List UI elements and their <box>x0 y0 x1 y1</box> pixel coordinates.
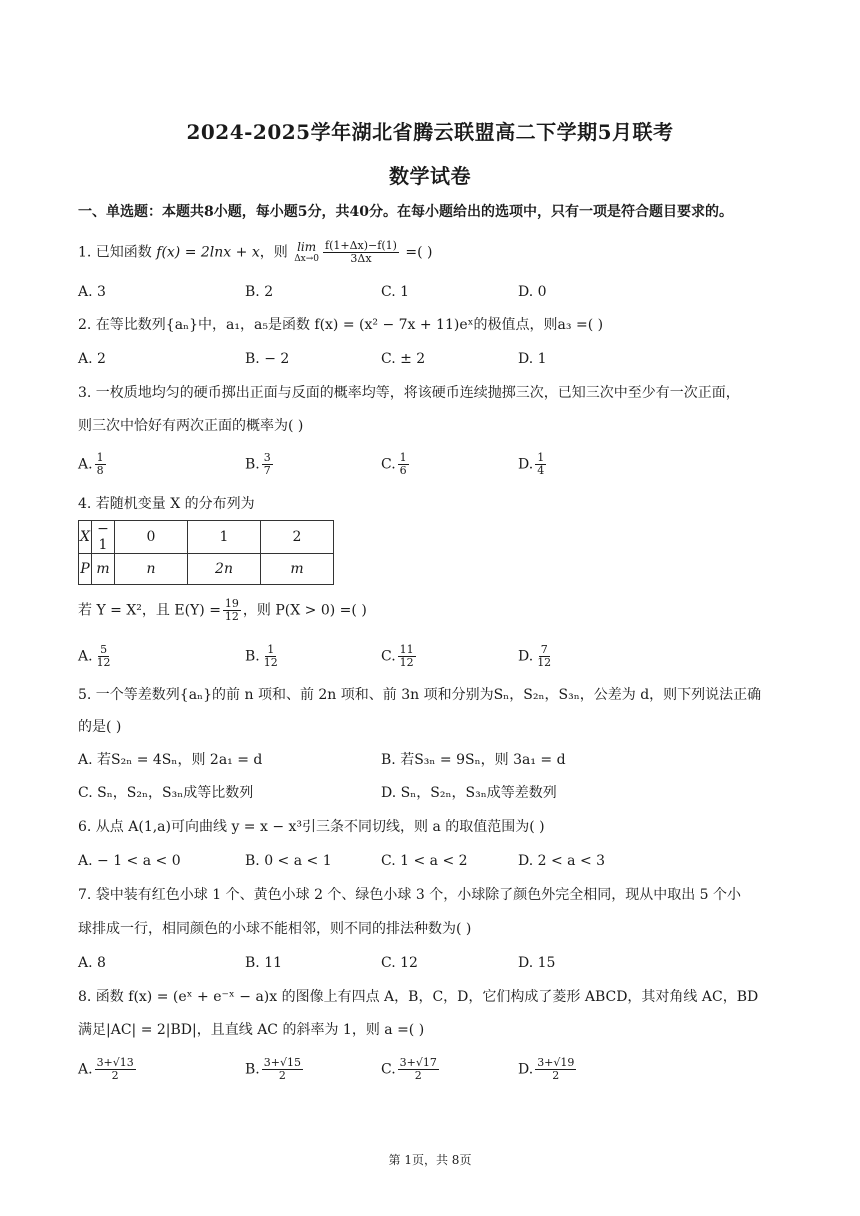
q6-option-a: A. − 1 < a < 0 <box>78 853 181 869</box>
question-6: 6. 从点 A(1,a)可向曲线 y = x − x³引三条不同切线，则 a 的取值范围为( ) <box>78 819 545 835</box>
exam-subject-title: 数学试卷 <box>389 164 471 188</box>
table-cell: − 1 <box>92 521 115 554</box>
q1-option-d: D. 0 <box>518 284 547 300</box>
q1-fraction <box>323 240 399 265</box>
lim-word: lim <box>297 239 317 254</box>
q6-option-b: B. 0 < a < 1 <box>245 853 332 869</box>
q1-limit <box>294 241 319 265</box>
fraction-numerator: 3+√15 <box>263 1056 301 1069</box>
q3-option-b <box>245 452 275 477</box>
q1-function: f(x) = 2lnx + x <box>156 244 260 261</box>
option-label: A. <box>78 456 93 473</box>
q3-option-d <box>518 452 548 477</box>
fraction-denominator: 12 <box>224 610 239 623</box>
option-fraction <box>398 452 409 477</box>
fraction-numerator: 1 <box>267 643 275 656</box>
option-label: A. <box>78 1061 93 1078</box>
q1-option-c: C. 1 <box>381 284 410 300</box>
fraction-denominator: 4 <box>537 464 545 477</box>
table-cell: 2n <box>188 554 261 585</box>
option-fraction <box>95 644 113 669</box>
option-fraction <box>262 452 273 477</box>
q8-option-a <box>78 1057 138 1082</box>
fraction-numerator: 11 <box>399 643 414 656</box>
q4-option-c <box>381 644 418 669</box>
option-label: C. <box>381 648 396 665</box>
option-fraction <box>398 644 416 669</box>
fraction-denominator: 12 <box>263 656 278 669</box>
q5-option-d: D. Sₙ，S₂ₙ，S₃ₙ成等差数列 <box>381 785 557 801</box>
condition-prefix: 若 Y = X²，且 E(Y) = <box>78 602 221 619</box>
fraction-numerator: 1 <box>399 451 407 464</box>
q1-suffix: =( ) <box>400 244 433 261</box>
table-row <box>79 521 334 554</box>
option-label: D. <box>518 648 534 665</box>
q8-option-c <box>381 1057 441 1082</box>
option-fraction <box>535 1057 576 1082</box>
option-fraction <box>398 1057 439 1082</box>
question-3-line-1: 3. 一枚质地均匀的硬币掷出正面与反面的概率均等，将该硬币连续抛掷三次，已知三次中至少有一次正面， <box>78 385 740 401</box>
fraction-numerator: 5 <box>100 643 108 656</box>
fraction-numerator: 1 <box>96 451 104 464</box>
q1-option-b: B. 2 <box>245 284 274 300</box>
q8-option-d <box>518 1057 578 1082</box>
condition-suffix: ，则 P(X > 0) =( ) <box>242 602 367 619</box>
q4-option-d <box>518 644 555 669</box>
fraction-numerator: 1 <box>537 451 545 464</box>
option-fraction <box>535 452 546 477</box>
option-label: C. <box>381 1061 396 1078</box>
option-label: B. <box>245 648 260 665</box>
q7-option-c: C. 12 <box>381 955 418 971</box>
q1-option-a: A. 3 <box>78 284 106 300</box>
question-5-line-1: 5. 一个等差数列{aₙ}的前 n 项和、前 2n 项和、前 3n 项和分别为Sₙ，S₂ₙ，S₃ₙ，公差为 d，则下列说法正确 <box>78 687 762 703</box>
option-fraction <box>535 644 553 669</box>
option-label: D. <box>518 456 534 473</box>
q6-option-c: C. 1 < a < 2 <box>381 853 468 869</box>
table-cell: m <box>92 554 115 585</box>
page-footer: 第 1页，共 8页 <box>388 1153 472 1167</box>
option-label: C. <box>381 456 396 473</box>
q2-option-b: B. − 2 <box>245 351 290 367</box>
option-label: D. <box>518 1061 534 1078</box>
table-cell: 0 <box>115 521 188 554</box>
q8-option-b <box>245 1057 305 1082</box>
question-7-line-1: 7. 袋中装有红色小球 1 个、黄色小球 2 个、绿色小球 3 个，小球除了颜色外完全相同，现从中取出 5 个小 <box>78 887 742 903</box>
question-4-intro: 4. 若随机变量 X 的分布列为 <box>78 496 255 512</box>
q5-option-c: C. Sₙ，S₂ₙ，S₃ₙ成等比数列 <box>78 785 254 801</box>
fraction-numerator: 7 <box>540 643 548 656</box>
option-fraction <box>95 452 106 477</box>
fraction-numerator: f(1+Δx)−f(1) <box>325 239 397 252</box>
fraction-numerator: 19 <box>224 597 239 610</box>
distribution-table <box>78 520 334 585</box>
option-fraction <box>262 1057 303 1082</box>
fraction-denominator: 8 <box>96 464 104 477</box>
table-cell: 1 <box>188 521 261 554</box>
q1-mid: ，则 <box>259 244 293 261</box>
fraction-denominator: 2 <box>552 1069 560 1082</box>
q2-option-a: A. 2 <box>78 351 106 367</box>
question-4-condition <box>78 598 367 623</box>
q2-option-d: D. 1 <box>518 351 547 367</box>
option-fraction <box>262 644 280 669</box>
question-8-line-2: 满足|AC| = 2|BD|，且直线 AC 的斜率为 1，则 a =( ) <box>78 1022 425 1038</box>
fraction-numerator: 3 <box>263 451 271 464</box>
fraction-denominator: 2 <box>414 1069 422 1082</box>
table-cell: P <box>79 554 92 585</box>
q7-option-a: A. 8 <box>78 955 106 971</box>
table-cell: n <box>115 554 188 585</box>
q7-option-b: B. 11 <box>245 955 283 971</box>
q1-prefix: 1. 已知函数 <box>78 244 157 261</box>
q2-option-c: C. ± 2 <box>381 351 426 367</box>
question-3-line-2: 则三次中恰好有两次正面的概率为( ) <box>78 418 304 434</box>
question-7-line-2: 球排成一行，相同颜色的小球不能相邻，则不同的排法种数为( ) <box>78 921 472 937</box>
question-1 <box>78 240 432 265</box>
q4-option-a <box>78 644 115 669</box>
fraction-denominator: 12 <box>399 656 414 669</box>
fraction-denominator: 6 <box>399 464 407 477</box>
fraction-denominator: 12 <box>537 656 552 669</box>
table-cell: 2 <box>261 521 334 554</box>
table-cell: X <box>79 521 92 554</box>
fraction-denominator: 3Δx <box>350 252 372 265</box>
fraction-denominator: 2 <box>111 1069 119 1082</box>
q5-option-b: B. 若S₃ₙ = 9Sₙ，则 3a₁ = d <box>381 752 566 768</box>
question-5-line-2: 的是( ) <box>78 719 122 735</box>
fraction-numerator: 3+√19 <box>537 1056 575 1069</box>
table-cell: m <box>261 554 334 585</box>
option-fraction <box>95 1057 136 1082</box>
q3-option-a <box>78 452 108 477</box>
exam-title: 2024-2025学年湖北省腾云联盟高二下学期5月联考 <box>186 120 674 144</box>
fraction-numerator: 3+√13 <box>96 1056 134 1069</box>
table-row <box>79 554 334 585</box>
q6-option-d: D. 2 < a < 3 <box>518 853 606 869</box>
option-label: B. <box>245 456 260 473</box>
fraction-denominator: 12 <box>96 656 111 669</box>
q4-option-b <box>245 644 282 669</box>
section-heading: 一、单选题：本题共8小题，每小题5分，共40分。在每小题给出的选项中，只有一项是符合题目要求的。 <box>78 204 733 220</box>
q7-option-d: D. 15 <box>518 955 556 971</box>
q5-option-a: A. 若S₂ₙ = 4Sₙ，则 2a₁ = d <box>78 752 263 768</box>
condition-fraction <box>223 598 241 623</box>
q3-option-c <box>381 452 411 477</box>
fraction-denominator: 7 <box>263 464 271 477</box>
option-label: B. <box>245 1061 260 1078</box>
question-2: 2. 在等比数列{aₙ}中，a₁，a₅是函数 f(x) = (x² − 7x + 11)eˣ的极值点，则a₃ =( ) <box>78 317 604 333</box>
option-label: A. <box>78 648 93 665</box>
fraction-numerator: 3+√17 <box>399 1056 437 1069</box>
question-8-line-1: 8. 函数 f(x) = (eˣ + e⁻ˣ − a)x 的图像上有四点 A，B，C，D，它们构成了菱形 ABCD，其对角线 AC，BD <box>78 989 759 1005</box>
lim-subscript: Δx→0 <box>294 253 320 264</box>
fraction-denominator: 2 <box>278 1069 286 1082</box>
